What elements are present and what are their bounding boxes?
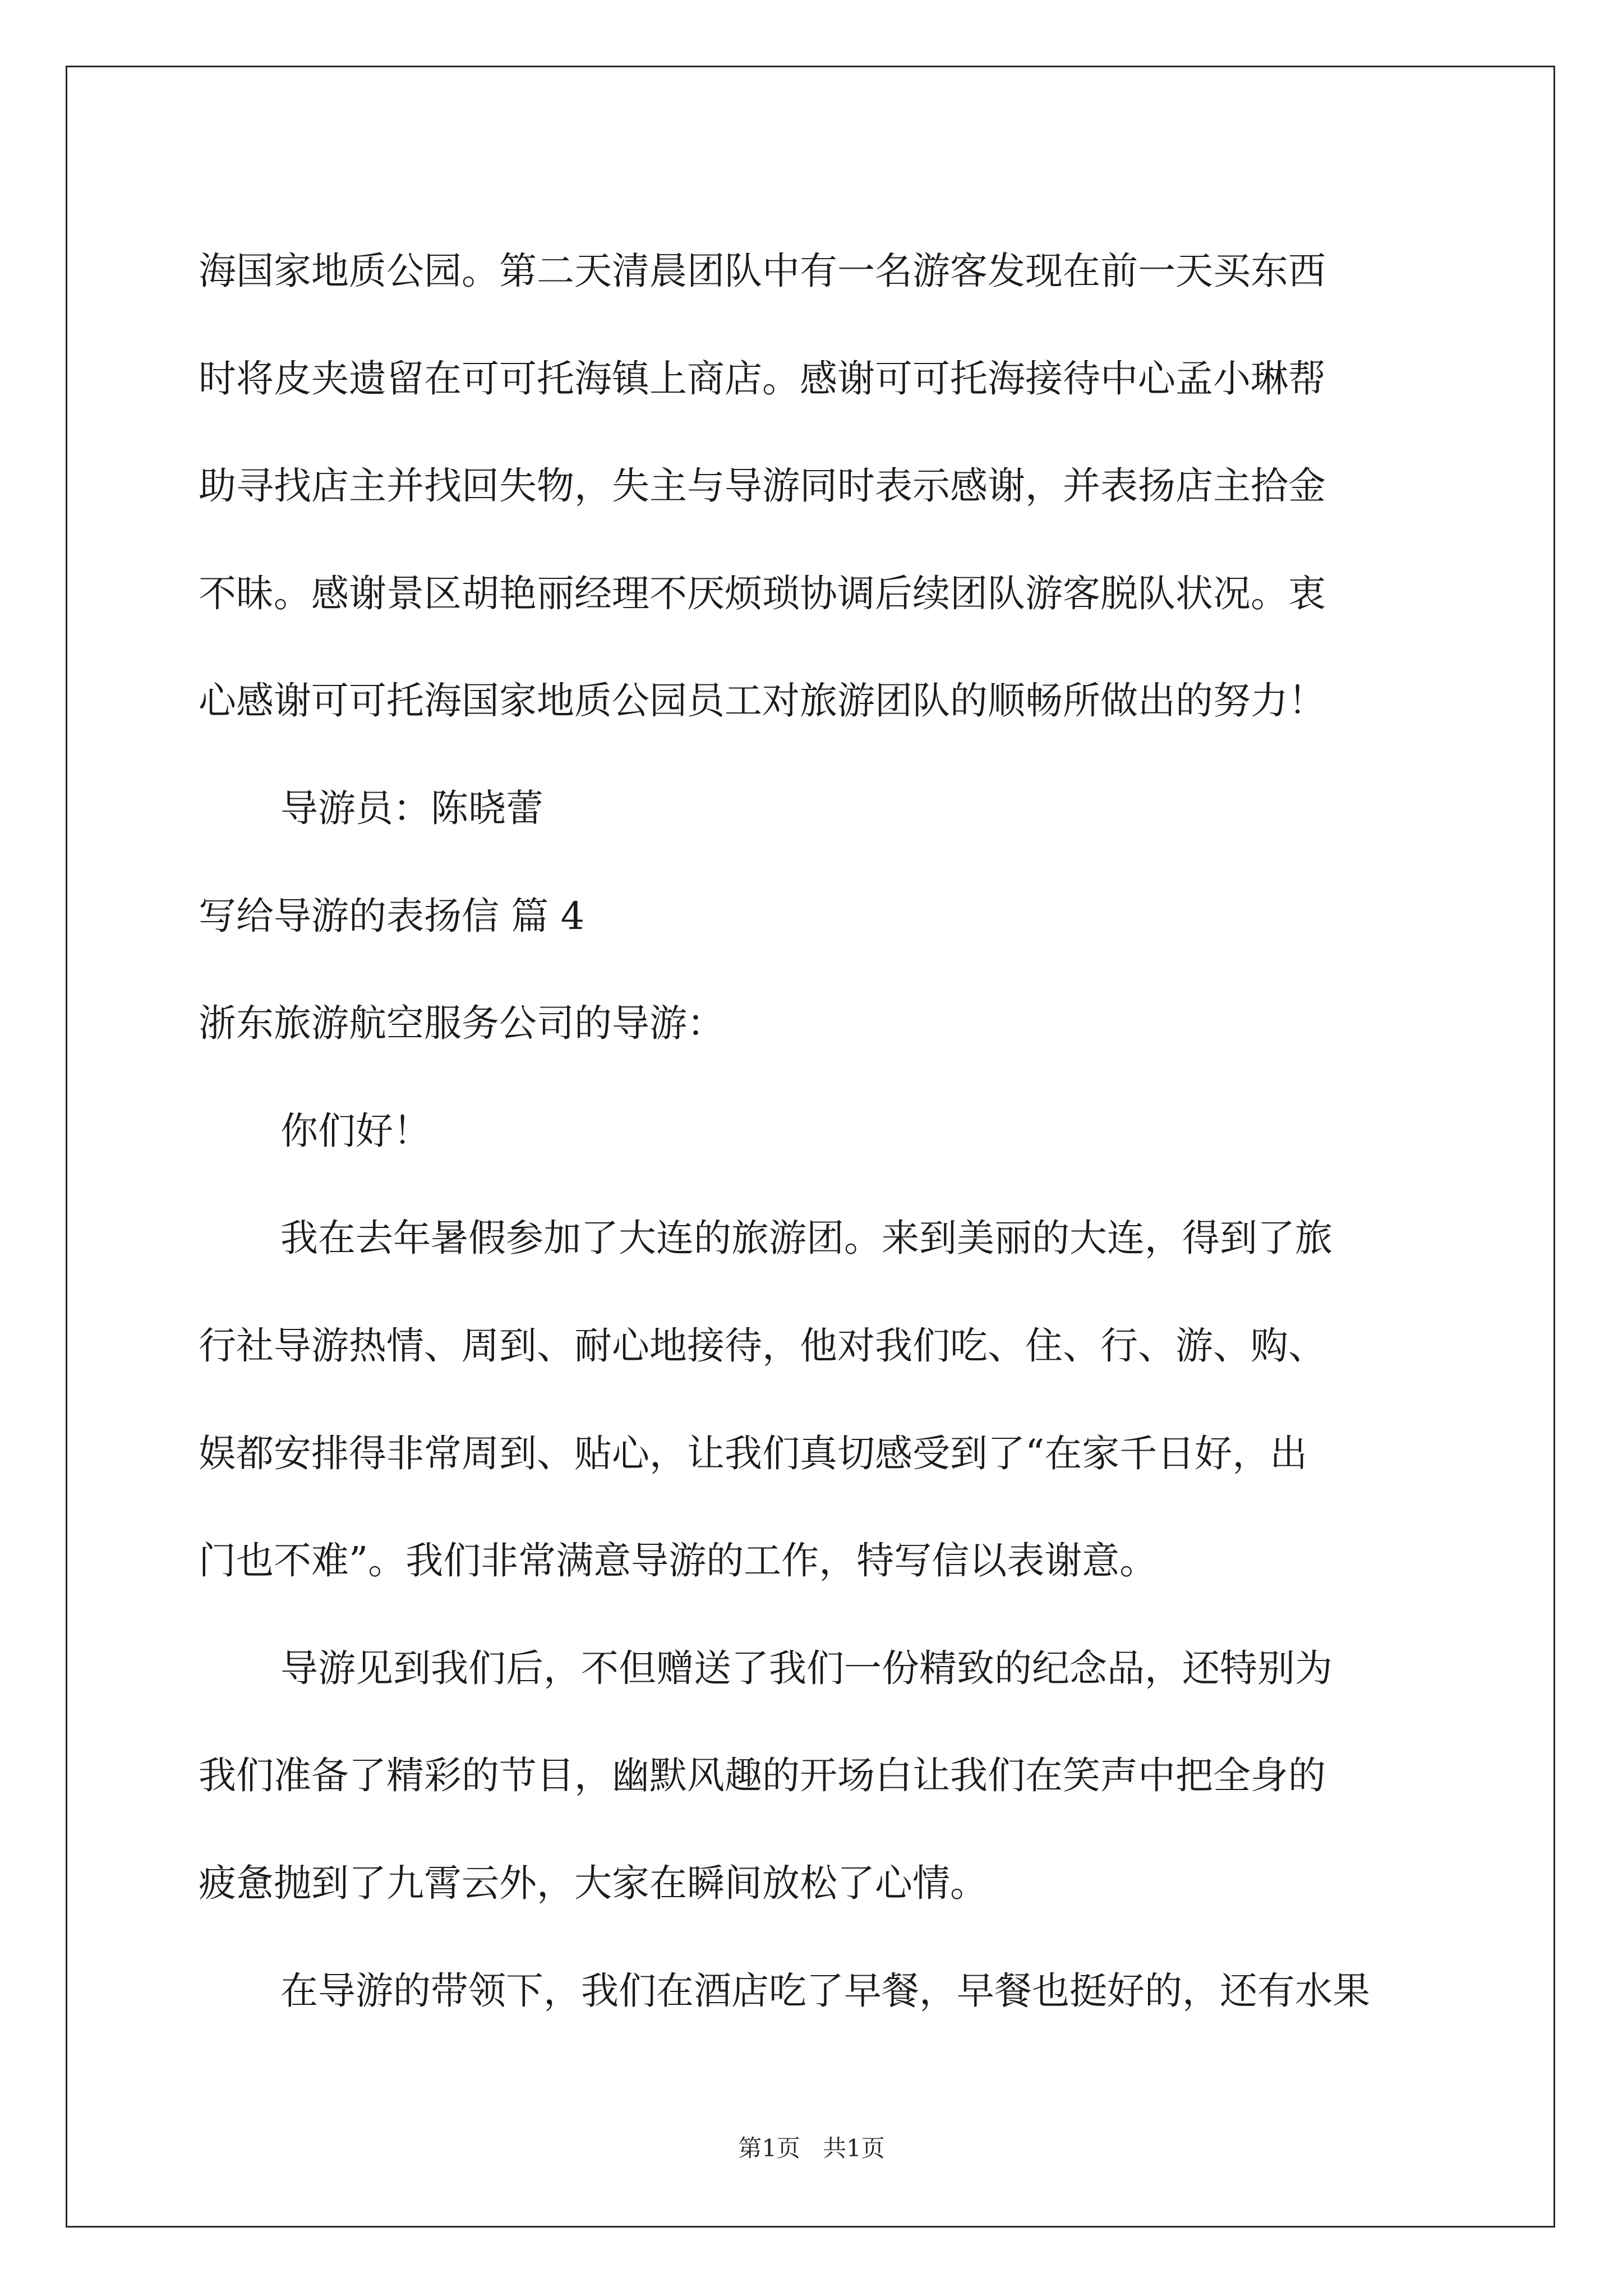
paragraph-line: 我们准备了精彩的节目，幽默风趣的开场白让我们在笑声中把全身的 [199,1754,1326,1798]
paragraph-line: 娱都安排得非常周到、贴心，让我们真切感受到了“在家千日好，出 [199,1431,1308,1475]
paragraph-first-line: 在导游的带领下，我们在酒店吃了早餐，早餐也挺好的，还有水果 [280,1968,1370,2013]
paragraph-line: 门也不难”。我们非常满意导游的工作，特写信以表谢意。 [199,1539,1158,1583]
paragraph-line: 行社导游热情、周到、耐心地接待，他对我们吃、住、行、游、购、 [199,1323,1326,1368]
paragraph-line: 心感谢可可托海国家地质公园员工对旅游团队的顺畅所做出的努力！ [199,679,1326,723]
paragraph-first-line: 海国家地质公园。第二天清晨团队中有一名游客发现在前一天买东西 [199,249,1326,293]
paragraph-line: 疲惫抛到了九霄云外，大家在瞬间放松了心情。 [199,1861,988,1905]
paragraph-first-line: 导游见到我们后，不但赠送了我们一份精致的纪念品，还特别为 [280,1646,1332,1690]
paragraph-first-line: 浙东旅游航空服务公司的导游： [199,1001,725,1046]
paragraph-line: 助寻找店主并找回失物，失主与导游同时表示感谢，并表扬店主拾金 [199,464,1326,508]
paragraph-first-line: 导游员：陈晓蕾 [280,786,543,830]
paragraph-first-line: 你们好！ [280,1108,431,1153]
document-body [199,218,1424,2045]
paragraph-line: 不昧。感谢景区胡艳丽经理不厌烦琐协调后续团队游客脱队状况。衷 [199,571,1326,615]
paragraph-first-line: 我在去年暑假参加了大连的旅游团。来到美丽的大连，得到了旅 [280,1216,1332,1260]
page-footer: 第1页 共1页 [738,2134,885,2162]
paragraph-first-line: 写给导游的表扬信 篇 4 [199,894,585,938]
paragraph-line: 时将皮夹遗留在可可托海镇上商店。感谢可可托海接待中心孟小琳帮 [199,356,1326,401]
